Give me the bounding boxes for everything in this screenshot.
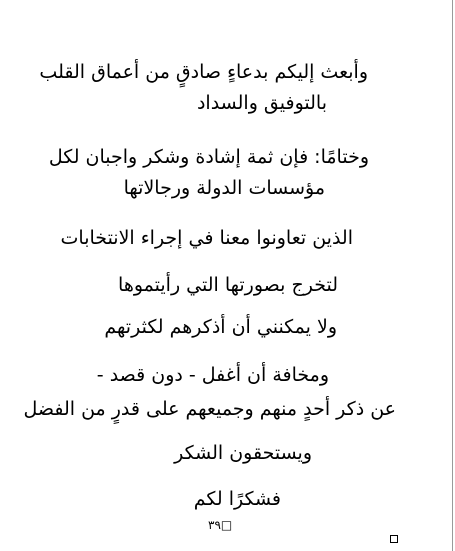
square-icon: [390, 535, 398, 543]
text-line-7: ولا يمكنني أن أذكرهم لكثرتهم: [104, 316, 337, 338]
text-line-5: الذين تعاونوا معنا في إجراء الانتخابات: [60, 227, 353, 249]
text-line-10: ويستحقون الشكر: [174, 442, 312, 464]
text-line-2: بالتوفيق والسداد: [196, 92, 327, 114]
page-edge-line: [452, 0, 453, 551]
page-number: □٣٩: [208, 518, 233, 532]
text-line-8: ومخافة أن أغفل - دون قصد -: [96, 364, 329, 386]
text-line-6: لتخرج بصورتها التي رأيتموها: [118, 274, 338, 296]
text-line-4: مؤسسات الدولة ورجالاتها: [123, 177, 325, 199]
text-line-1: وأبعث إليكم بدعاءٍ صادقٍ من أعماق القلب: [39, 61, 368, 83]
text-line-11: فشكرًا لكم: [193, 488, 281, 510]
text-line-9: عن ذكر أحدٍ منهم وجميعهم على قدرٍ من الفضل: [23, 398, 396, 420]
text-line-3: وختامًا: فإن ثمة إشادة وشكر واجبان لكل: [48, 146, 369, 168]
